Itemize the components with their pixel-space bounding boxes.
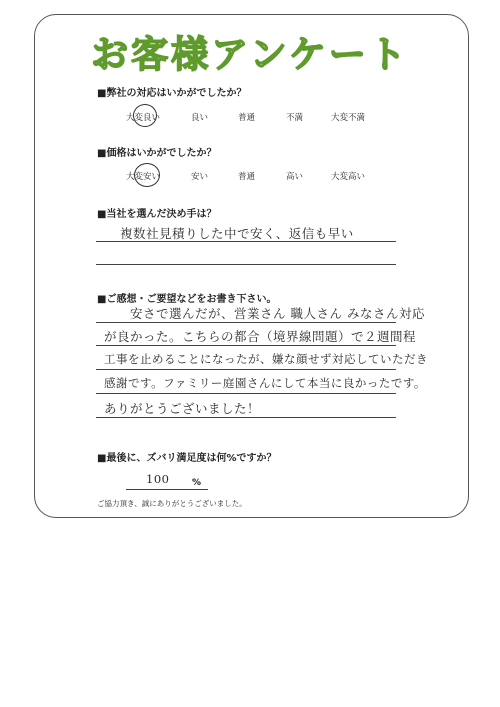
q4-answer-line-0[interactable]: 安さで選んだが、営業さん 職人さん みなさん対応 [130, 306, 425, 321]
q3-question: ■当社を選んだ決め手は？ [97, 209, 217, 220]
q4-rule-4 [96, 417, 396, 418]
q2-selection-circle [134, 163, 160, 187]
q2-option-3[interactable]: 高い [286, 172, 304, 182]
q3-answer[interactable]: 複数社見積りした中で安く、返信も早い [120, 226, 354, 241]
q1-option-3[interactable]: 不満 [286, 113, 304, 123]
q3-answer-line-1 [96, 241, 396, 242]
q2-option-4[interactable]: 大変高い [331, 172, 366, 182]
q4-answer-line-2[interactable]: 工事を止めることになったが、嫌な顔せず対応していただき [104, 352, 428, 366]
q4-rule-2 [96, 369, 396, 370]
q5-answer-line [126, 489, 208, 490]
q5-percent-unit: % [192, 478, 202, 488]
q5-question: ■最後に、ズバリ満足度は何%ですか？ [97, 453, 277, 464]
q1-selection-circle [133, 104, 157, 127]
page-title: お客様アンケート [91, 33, 409, 76]
q1-question: ■弊社の対応はいかがでしたか？ [97, 88, 247, 99]
q5-answer[interactable]: 100 [146, 472, 170, 486]
q4-rule-3 [96, 393, 396, 394]
q2-option-0[interactable]: 大変安い [126, 172, 161, 182]
q4-rule-1 [96, 345, 396, 346]
q2-option-1[interactable]: 安い [191, 172, 209, 182]
q2-option-2[interactable]: 普通 [238, 172, 256, 182]
q4-answer-line-4[interactable]: ありがとうございました！ [104, 401, 261, 416]
q1-option-2[interactable]: 普通 [238, 113, 256, 123]
q4-rule-0 [96, 322, 396, 323]
q1-option-4[interactable]: 大変不満 [331, 113, 366, 123]
footer-thanks: ご協力頂き、誠にありがとうございました。 [97, 499, 247, 508]
q2-question: ■価格はいかがでしたか？ [97, 148, 217, 159]
q1-option-0[interactable]: 大変良い [126, 113, 161, 123]
q4-answer-line-1[interactable]: が良かった。こちらの都合（境界線問題）で２週間程 [104, 329, 417, 344]
q3-answer-line-2 [96, 264, 396, 265]
q1-option-1[interactable]: 良い [191, 113, 209, 123]
q4-question: ■ご感想・ご要望などをお書き下さい。 [97, 294, 277, 305]
q4-answer-line-3[interactable]: 感謝です。ファミリー庭園さんにして本当に良かったです。 [104, 376, 426, 390]
